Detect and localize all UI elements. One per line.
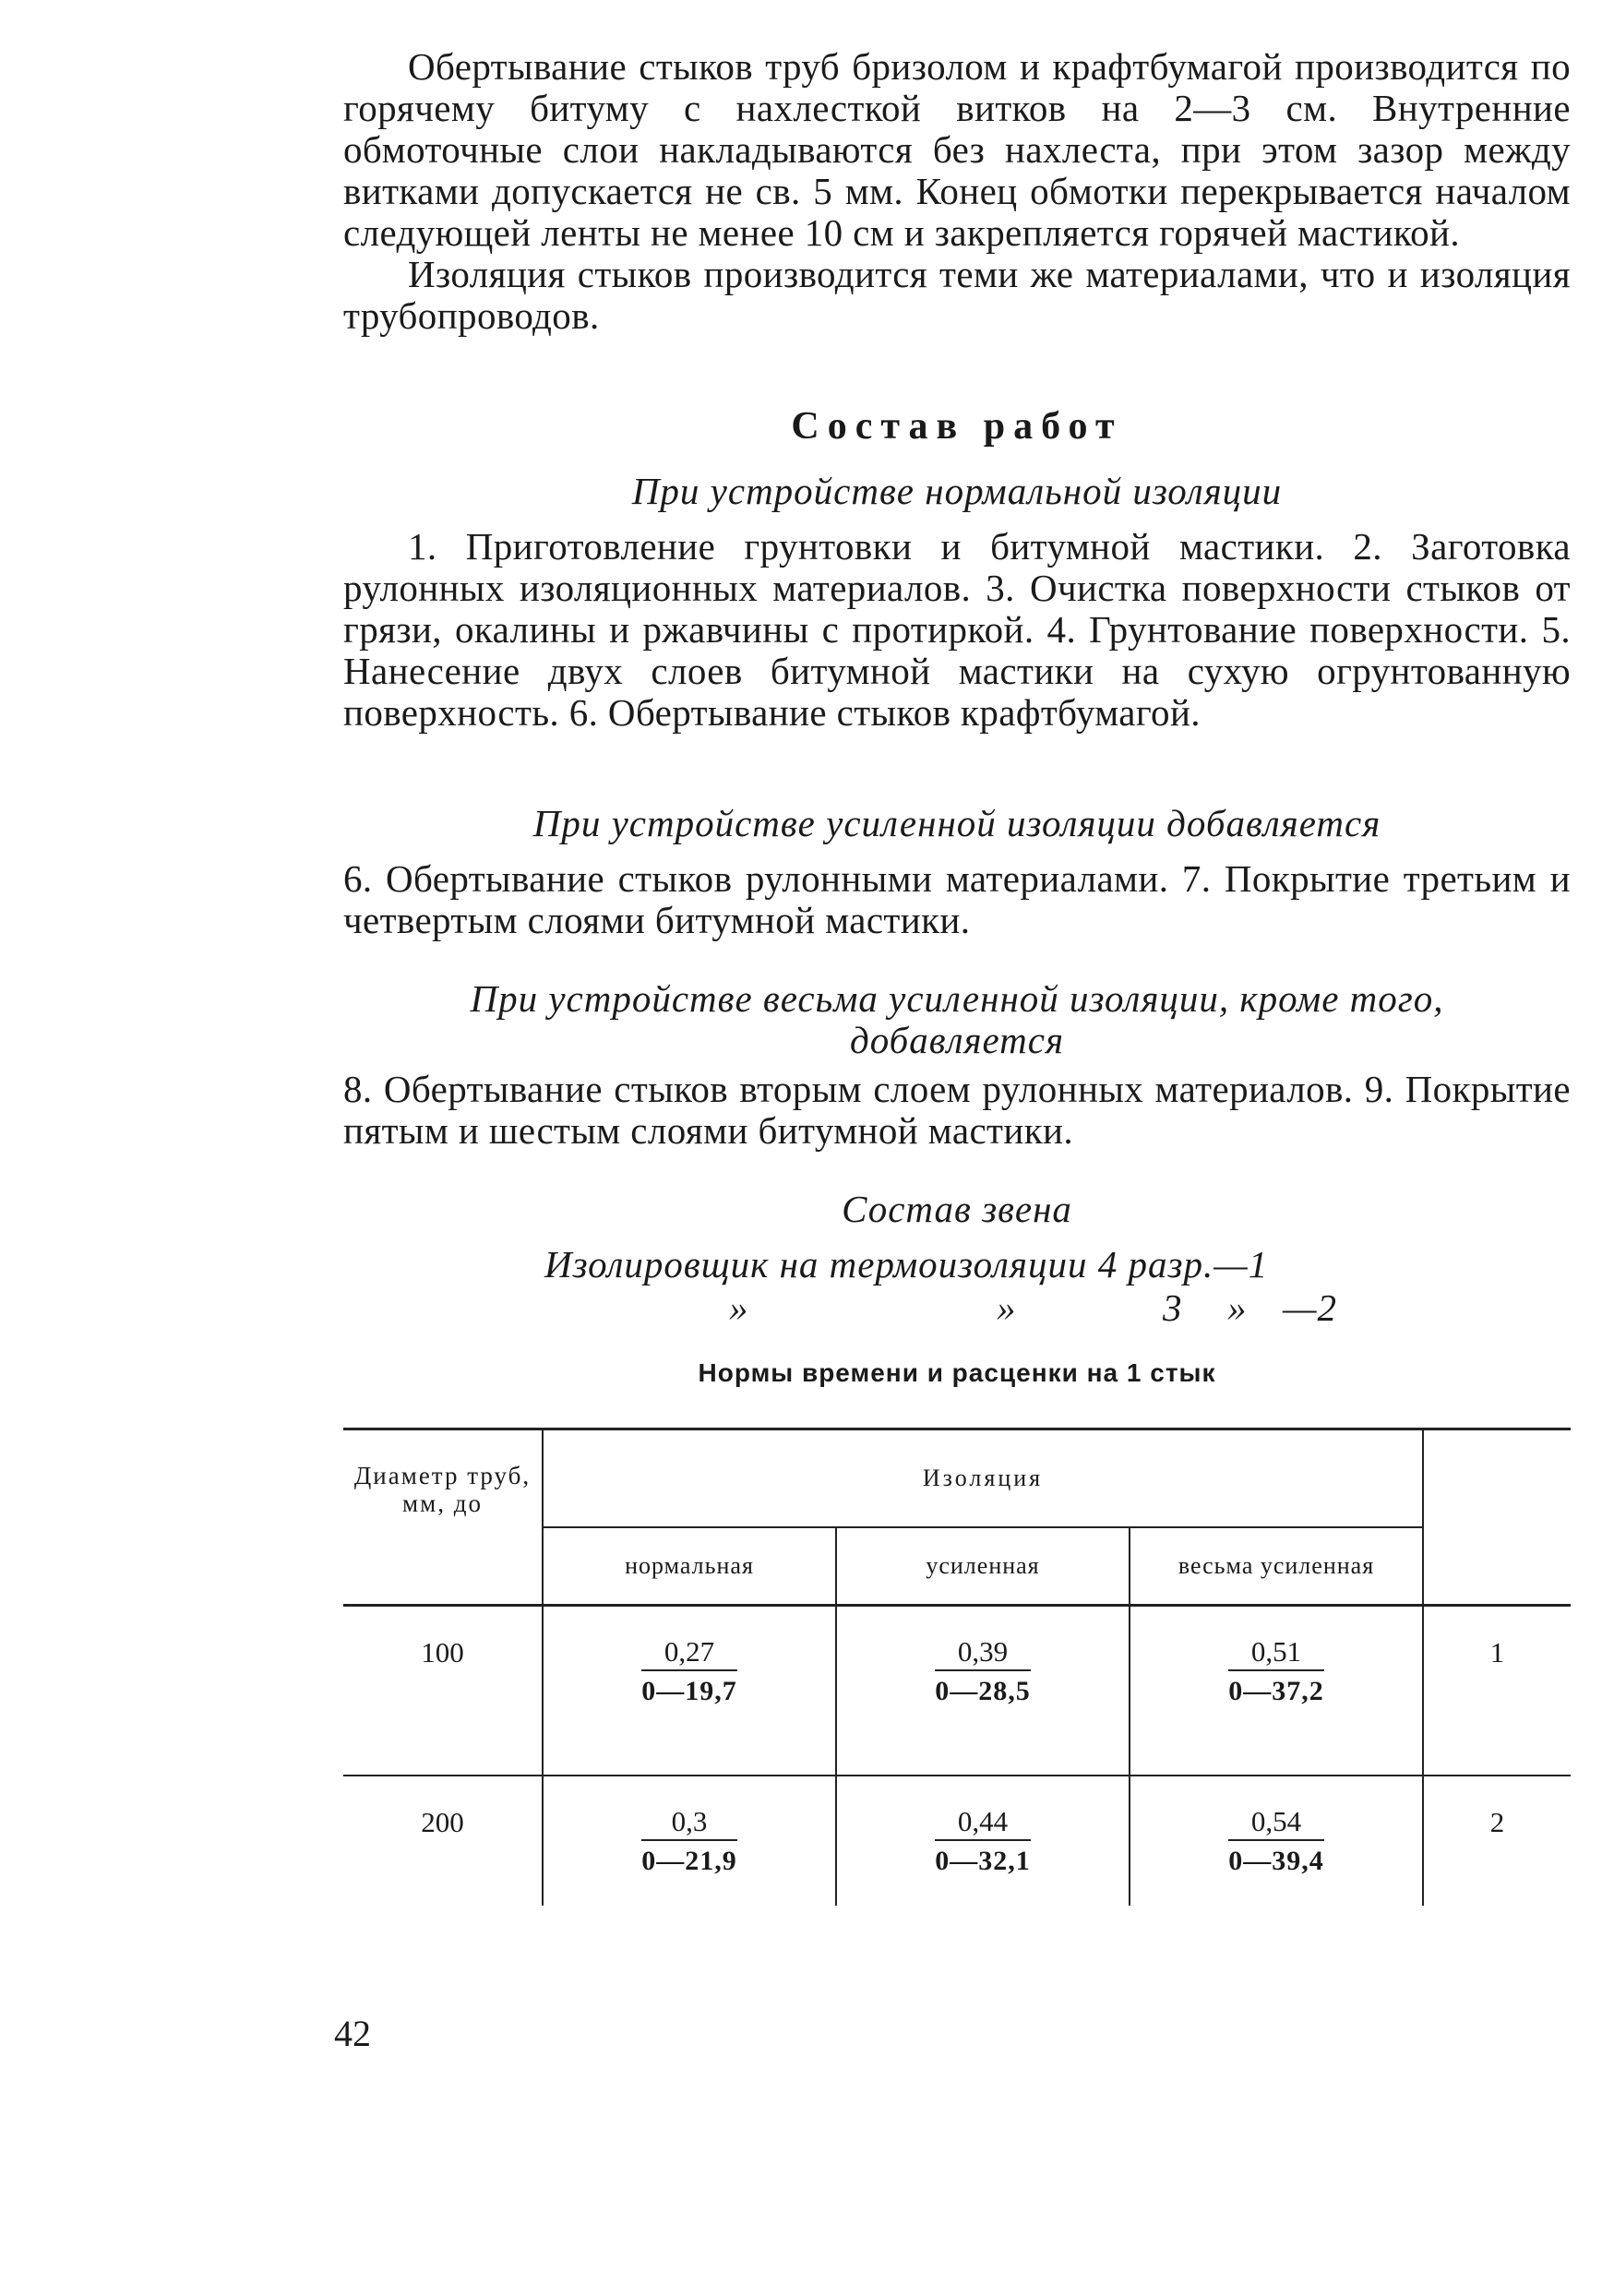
cell-row-number: 1: [1423, 1606, 1571, 1776]
header-normal: нормальная: [543, 1527, 836, 1605]
fraction: [1228, 1636, 1324, 1708]
reinforced-isolation-block: [343, 858, 1571, 941]
heading-very-reinforced-line1: При устройстве весьма усиленной изоляции, кроме того,: [470, 977, 1444, 1020]
heading-reinforced-isolation: При устройстве усиленной изоляции добавляется: [532, 802, 1381, 844]
cell-reinforced: [836, 1776, 1130, 1906]
fraction: [935, 1806, 1031, 1878]
intro-paragraph-materials: Изоляция стыков производится теми же материалами, что и изоляция трубопроводов.: [343, 253, 1571, 337]
cell-very-reinforced: [1130, 1776, 1423, 1906]
rate: 0—39,4: [1228, 1846, 1324, 1876]
time-norm: 0,3: [641, 1806, 737, 1841]
time-norm: 0,44: [935, 1806, 1031, 1841]
rate: 0—37,2: [1228, 1676, 1324, 1706]
header-isolation: Изоляция: [543, 1429, 1423, 1528]
header-very-reinforced: весьма усиленная: [1130, 1527, 1423, 1605]
table-row: [343, 1606, 1571, 1776]
normal-isolation-steps: 1. Приготовление грунтовки и битумной мастики. 2. Заготовка рулонных изоляционных материалов. 3. Очистка поверхности стыков от грязи, окалины и ржавчины с протиркой. 4. Грунтование поверхности. 5. Нанесение двух слоев битумной мастики на сухую огрунтованную поверхность. 6. Обертывание стыков крафтбумагой.: [343, 525, 1571, 734]
table-caption: Нормы времени и расценки на 1 стык: [698, 1358, 1216, 1387]
cell-diameter: 100: [343, 1606, 543, 1776]
time-norm: 0,51: [1228, 1636, 1324, 1671]
cell-diameter: 200: [343, 1776, 543, 1906]
fraction: [1228, 1806, 1324, 1878]
rate: 0—28,5: [935, 1676, 1031, 1706]
crew-line-grade4: Изолировщик на термоизоляции 4 разр.—1: [544, 1243, 1269, 1286]
cell-normal: [543, 1776, 836, 1906]
very-reinforced-isolation-block: [343, 1069, 1571, 1152]
crew-ditto-mark-1: »: [729, 1286, 749, 1329]
fraction: [641, 1636, 737, 1708]
crew-grade-3: 3: [1163, 1286, 1183, 1329]
crew-count-2: —2: [1283, 1286, 1337, 1329]
norms-table: [343, 1428, 1571, 1906]
crew-ditto-mark-2: »: [997, 1286, 1017, 1329]
rate: 0—32,1: [935, 1846, 1031, 1876]
rate: 0—19,7: [641, 1676, 737, 1706]
header-reinforced: усиленная: [836, 1527, 1130, 1605]
fraction: [641, 1806, 737, 1878]
cell-very-reinforced: [1130, 1606, 1423, 1776]
intro-paragraph-wrapping: Обертывание стыков труб бризолом и крафтбумагой производится по горячему битуму с нахлесткой витков на 2—3 см. Внутренние обмоточные слои накладываются без нахлеста, при этом зазор между витками допускается не св. 5 мм. Конец обмотки перекрывается началом следующей ленты не менее 10 см и закрепляется горячей мастикой.: [343, 45, 1571, 254]
cell-normal: [543, 1606, 836, 1776]
time-norm: 0,27: [641, 1636, 737, 1671]
fraction: [935, 1636, 1031, 1708]
cell-row-number: 2: [1489, 1806, 1505, 1838]
time-norm: 0,39: [935, 1636, 1031, 1671]
normal-isolation-block: [343, 526, 1571, 734]
time-norm: 0,54: [1228, 1806, 1324, 1841]
heading-normal-isolation: При устройстве нормальной изоляции: [631, 470, 1283, 512]
intro-block: [343, 46, 1571, 337]
heading-very-reinforced-line2: добавляется: [849, 1019, 1065, 1061]
crew-ditto-mark-3: »: [1227, 1286, 1248, 1329]
section-title-work-composition: Состав работ: [791, 405, 1123, 448]
rate: 0—21,9: [641, 1846, 737, 1876]
very-reinforced-isolation-steps: 8. Обертывание стыков вторым слоем рулонных материалов. 9. Покрытие пятым и шестым слоями битумной мастики.: [343, 1068, 1571, 1152]
header-row-number: [1423, 1429, 1571, 1606]
heading-very-reinforced-isolation: [343, 978, 1571, 1061]
reinforced-isolation-steps: 6. Обертывание стыков рулонными материалами. 7. Покрытие третьим и четвертым слоями битумной мастики.: [343, 857, 1571, 941]
page-number: 42: [334, 2013, 371, 2054]
crew-title: Состав звена: [842, 1188, 1072, 1230]
header-diameter: Диаметр труб, мм, до: [343, 1429, 543, 1606]
cell-reinforced: [836, 1606, 1130, 1776]
table-row: [343, 1776, 1571, 1906]
